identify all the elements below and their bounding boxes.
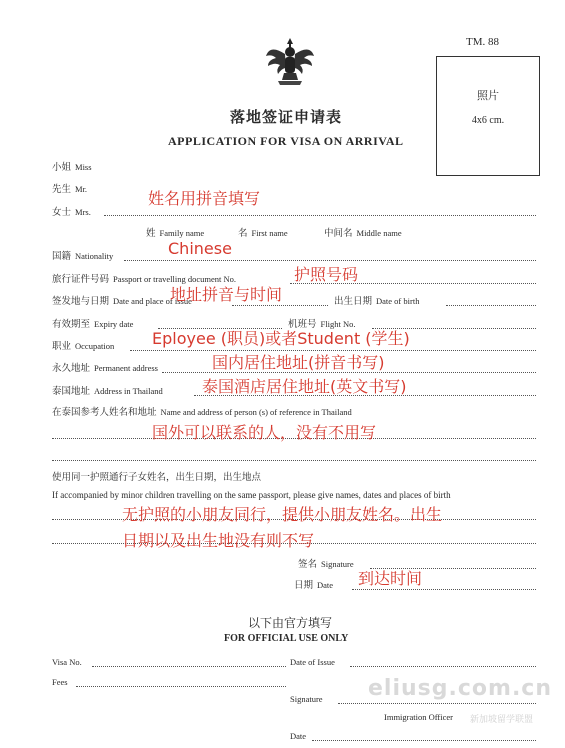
form-code: TM. 88 [466, 36, 499, 48]
annotation-children-1: 无护照的小朋友同行，提供小朋友姓名。出生 [122, 505, 443, 524]
watermark-tagline: 新加坡留学联盟 [470, 715, 534, 725]
visa-no-label: Visa No. [52, 657, 82, 667]
photo-label: 照片 [477, 89, 499, 102]
permanent-address-label: 永久地址 Permanent address [52, 363, 158, 374]
birth-date-label: 出生日期 Date of birth [334, 296, 420, 307]
photo-box [436, 56, 540, 176]
children-label-en: If accompanied by minor children travelling on the same passport, please give names, dates and places of birth [52, 490, 451, 500]
annotation-issue: 地址拼音与时间 [170, 285, 283, 304]
annotation-nationality: Chinese [168, 239, 232, 258]
mrs-label: 女士 Mrs. [52, 207, 91, 218]
annotation-thai-address: 泰国酒店居住地址(英文书写) [202, 377, 407, 396]
title-cn: 落地签证申请表 [230, 108, 343, 126]
official-date-line[interactable] [312, 740, 536, 741]
passport-label: 旅行证件号码 Passport or travelling document No. [52, 274, 237, 285]
date-label: 日期 Date [294, 580, 334, 591]
reference-person-label: 在泰国参考人姓名和地址 Name and address of person (s) of reference in Thailand [52, 407, 352, 418]
occupation-label: 职业 Occupation [52, 341, 115, 352]
fees-label: Fees [52, 677, 68, 687]
family-name-label: 姓 Family name [146, 228, 205, 239]
official-date-of-issue-line[interactable] [350, 666, 536, 667]
official-signature-line[interactable] [338, 703, 536, 704]
immigration-officer-label: Immigration Officer [384, 712, 454, 722]
first-name-label: 名 First name [238, 228, 288, 239]
annotation-permanent: 国内居住地址(拼音书写) [212, 353, 385, 372]
thai-address-label: 泰国地址 Address in Thailand [52, 386, 163, 397]
name-line[interactable] [104, 215, 536, 216]
place-of-issue-line[interactable] [232, 305, 328, 306]
annotation-children-2: 日期以及出生地没有则不写 [122, 531, 315, 550]
place-of-issue-label: 签发地与日期 Date and place of issue [52, 296, 192, 307]
official-title-cn: 以下由官方填写 [248, 616, 333, 630]
official-date-of-issue-label: Date of Issue [290, 657, 335, 667]
official-title-en: FOR OFFICIAL USE ONLY [224, 633, 349, 644]
permanent-address-line[interactable] [162, 372, 536, 373]
date-line[interactable] [352, 589, 536, 590]
miss-label: 小姐 Miss [52, 162, 92, 173]
nationality-line[interactable] [124, 260, 536, 261]
signature-label: 签名 Signature [298, 559, 354, 570]
expiry-label: 有效期至 Expiry date [52, 319, 134, 330]
mr-label: 先生 Mr. [52, 184, 88, 195]
children-label-cn: 使用同一护照通行子女姓名，出生日期，出生地点 [52, 472, 262, 483]
occupation-line[interactable] [130, 350, 536, 351]
official-date-label: Date [290, 731, 307, 741]
reference-line-2[interactable] [52, 460, 536, 461]
garuda-emblem-icon [262, 34, 318, 88]
annotation-date: 到达时间 [358, 569, 423, 588]
visa-no-line[interactable] [92, 666, 286, 667]
fees-line[interactable] [76, 686, 286, 687]
official-signature-label: Signature [290, 694, 323, 704]
annotation-passport: 护照号码 [294, 265, 359, 284]
flight-label: 机班号 Flight No. [288, 319, 356, 330]
annotation-name: 姓名用拼音填写 [148, 189, 261, 208]
middle-name-label: 中间名 Middle name [324, 228, 402, 239]
annotation-reference: 国外可以联系的人，没有不用写 [152, 423, 377, 442]
nationality-label: 国籍 Nationality [52, 251, 114, 262]
photo-size: 4x6 cm. [471, 115, 505, 126]
title-en: APPLICATION FOR VISA ON ARRIVAL [168, 134, 404, 148]
annotation-occupation: Eployee (职员)或者Student (学生) [152, 329, 410, 348]
birth-date-line[interactable] [446, 305, 536, 306]
watermark-site: eliusg.com.cn [368, 676, 553, 701]
